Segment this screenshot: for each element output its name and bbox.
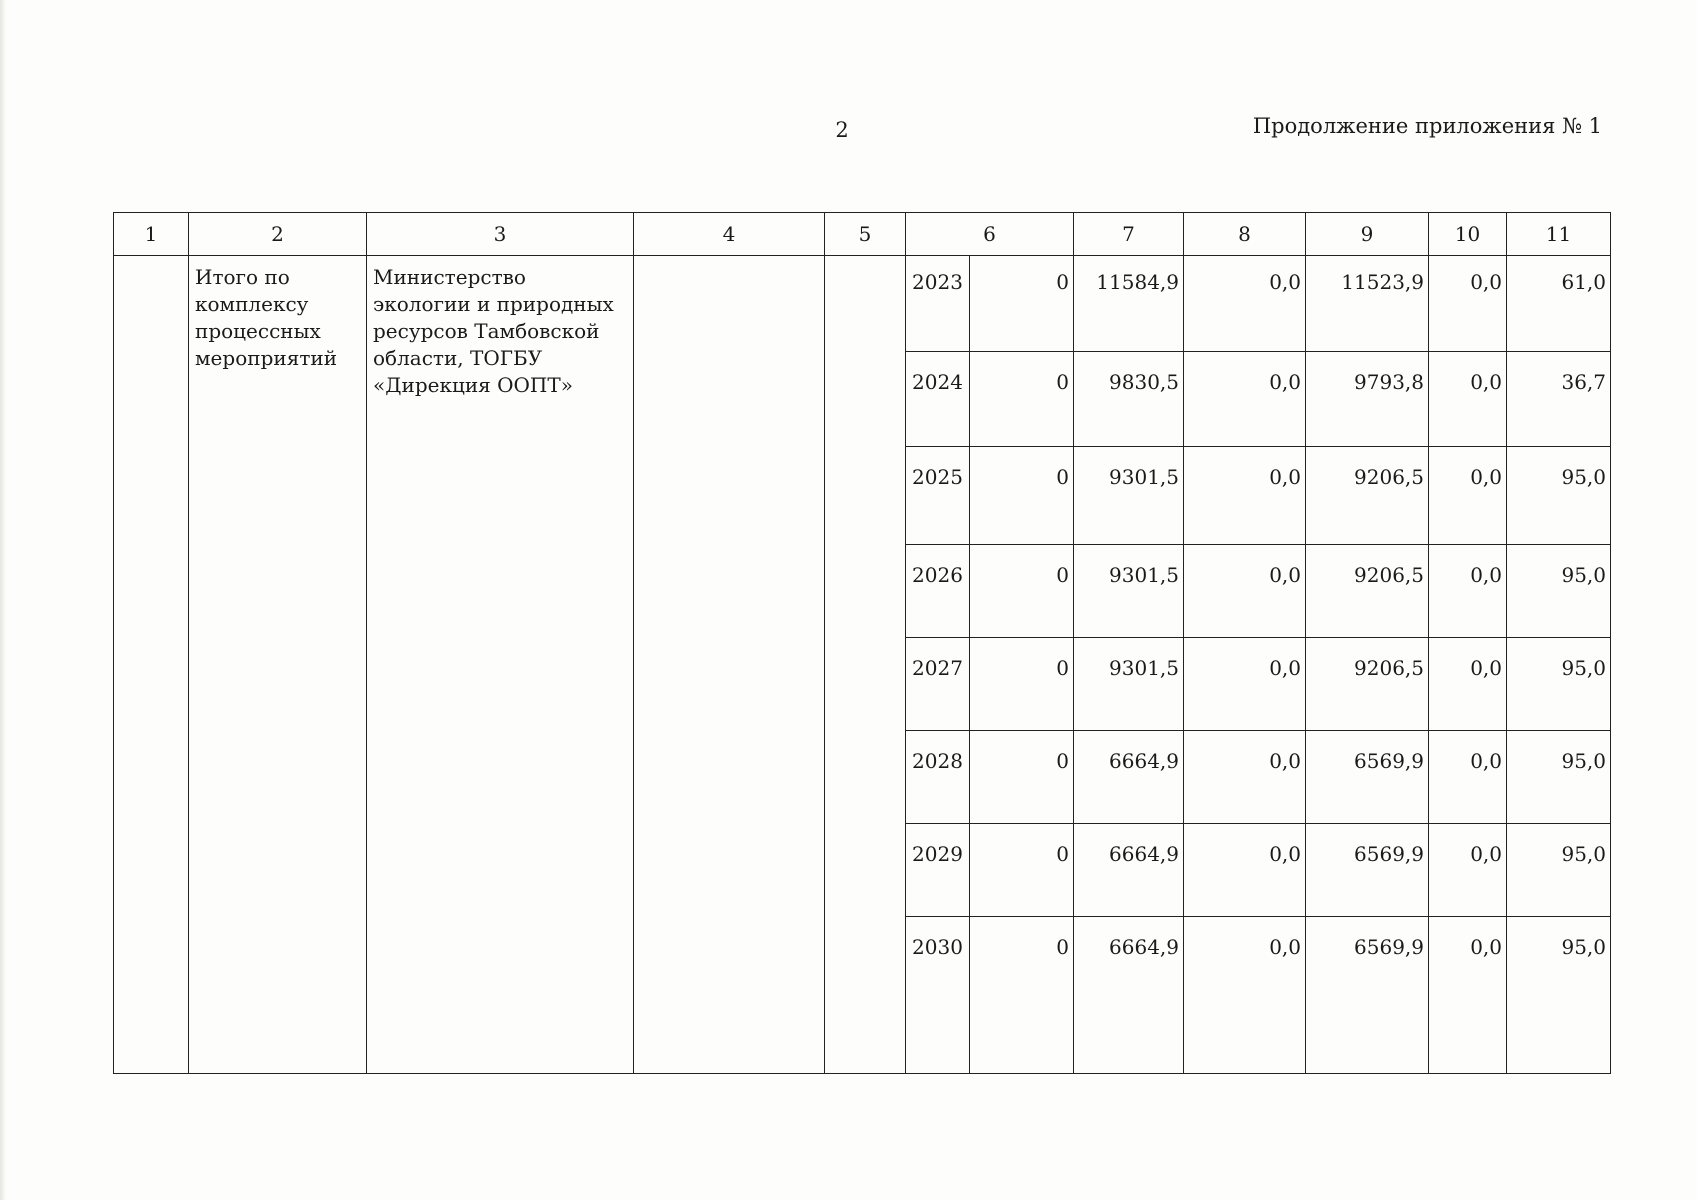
executor-cell xyxy=(367,255,634,1073)
header-cell: 11 xyxy=(1507,213,1611,256)
col10-value: 0,0 xyxy=(1429,916,1507,1073)
header-cell: 2 xyxy=(189,213,367,256)
col11-value: 61,0 xyxy=(1507,255,1611,351)
col10-value: 0,0 xyxy=(1429,545,1507,637)
col5-cell xyxy=(825,255,906,1073)
col11-value: 95,0 xyxy=(1507,637,1611,730)
header-cell: 5 xyxy=(825,213,906,256)
col11-value: 95,0 xyxy=(1507,731,1611,824)
program-title-cell-text: Итого по комплексу процессных мероприятий xyxy=(195,264,338,370)
col11-value: 95,0 xyxy=(1507,916,1611,1073)
col6-value: 0 xyxy=(970,255,1074,351)
table-row xyxy=(114,255,1611,351)
year-cell: 2027 xyxy=(906,637,970,730)
col8-value: 0,0 xyxy=(1184,916,1306,1073)
col11-value: 36,7 xyxy=(1507,352,1611,446)
col9-value: 9206,5 xyxy=(1306,545,1429,637)
col9-value: 11523,9 xyxy=(1306,255,1429,351)
year-cell: 2024 xyxy=(906,352,970,446)
col7-value: 9301,5 xyxy=(1074,637,1184,730)
header-cell: 6 xyxy=(906,213,1074,256)
col11-value: 95,0 xyxy=(1507,824,1611,916)
col8-value: 0,0 xyxy=(1184,545,1306,637)
col1-cell xyxy=(114,255,189,1073)
header-cell: 9 xyxy=(1306,213,1429,256)
col7-value: 11584,9 xyxy=(1074,255,1184,351)
continuation-label: Продолжение приложения № 1 xyxy=(1252,114,1602,138)
col8-value: 0,0 xyxy=(1184,731,1306,824)
col6-value: 0 xyxy=(970,545,1074,637)
col6-value: 0 xyxy=(970,637,1074,730)
col10-value: 0,0 xyxy=(1429,731,1507,824)
col9-value: 9206,5 xyxy=(1306,446,1429,545)
year-cell: 2026 xyxy=(906,545,970,637)
col9-value: 9793,8 xyxy=(1306,352,1429,446)
col11-value: 95,0 xyxy=(1507,446,1611,545)
col10-value: 0,0 xyxy=(1429,255,1507,351)
year-cell: 2023 xyxy=(906,255,970,351)
col9-value: 6569,9 xyxy=(1306,916,1429,1073)
col9-value: 9206,5 xyxy=(1306,637,1429,730)
col9-value: 6569,9 xyxy=(1306,824,1429,916)
year-cell: 2029 xyxy=(906,824,970,916)
col7-value: 9301,5 xyxy=(1074,545,1184,637)
col7-value: 6664,9 xyxy=(1074,731,1184,824)
col8-value: 0,0 xyxy=(1184,255,1306,351)
program-title-cell xyxy=(189,255,367,1073)
col10-value: 0,0 xyxy=(1429,637,1507,730)
header-cell: 4 xyxy=(634,213,825,256)
col6-value: 0 xyxy=(970,731,1074,824)
col8-value: 0,0 xyxy=(1184,637,1306,730)
page-number: 2 xyxy=(835,118,849,142)
year-cell: 2025 xyxy=(906,446,970,545)
col8-value: 0,0 xyxy=(1184,446,1306,545)
col6-value: 0 xyxy=(970,916,1074,1073)
appendix-table xyxy=(113,212,1611,1074)
col7-value: 6664,9 xyxy=(1074,916,1184,1073)
header-cell: 8 xyxy=(1184,213,1306,256)
header-row xyxy=(114,213,1611,256)
col7-value: 9830,5 xyxy=(1074,352,1184,446)
col8-value: 0,0 xyxy=(1184,352,1306,446)
col11-value: 95,0 xyxy=(1507,545,1611,637)
col10-value: 0,0 xyxy=(1429,446,1507,545)
header-cell: 10 xyxy=(1429,213,1507,256)
col4-cell xyxy=(634,255,825,1073)
col10-value: 0,0 xyxy=(1429,352,1507,446)
year-cell: 2030 xyxy=(906,916,970,1073)
header-cell: 1 xyxy=(114,213,189,256)
col6-value: 0 xyxy=(970,446,1074,545)
year-cell: 2028 xyxy=(906,731,970,824)
col7-value: 6664,9 xyxy=(1074,824,1184,916)
col6-value: 0 xyxy=(970,352,1074,446)
header-cell: 7 xyxy=(1074,213,1184,256)
col9-value: 6569,9 xyxy=(1306,731,1429,824)
col6-value: 0 xyxy=(970,824,1074,916)
executor-cell-text: Министерство экологии и природных ресурсов Тамбовской области, ТОГБУ «Дирекция ООПТ» xyxy=(373,264,614,397)
col10-value: 0,0 xyxy=(1429,824,1507,916)
col7-value: 9301,5 xyxy=(1074,446,1184,545)
col8-value: 0,0 xyxy=(1184,824,1306,916)
header-cell: 3 xyxy=(367,213,634,256)
scan-edge xyxy=(0,0,6,1200)
